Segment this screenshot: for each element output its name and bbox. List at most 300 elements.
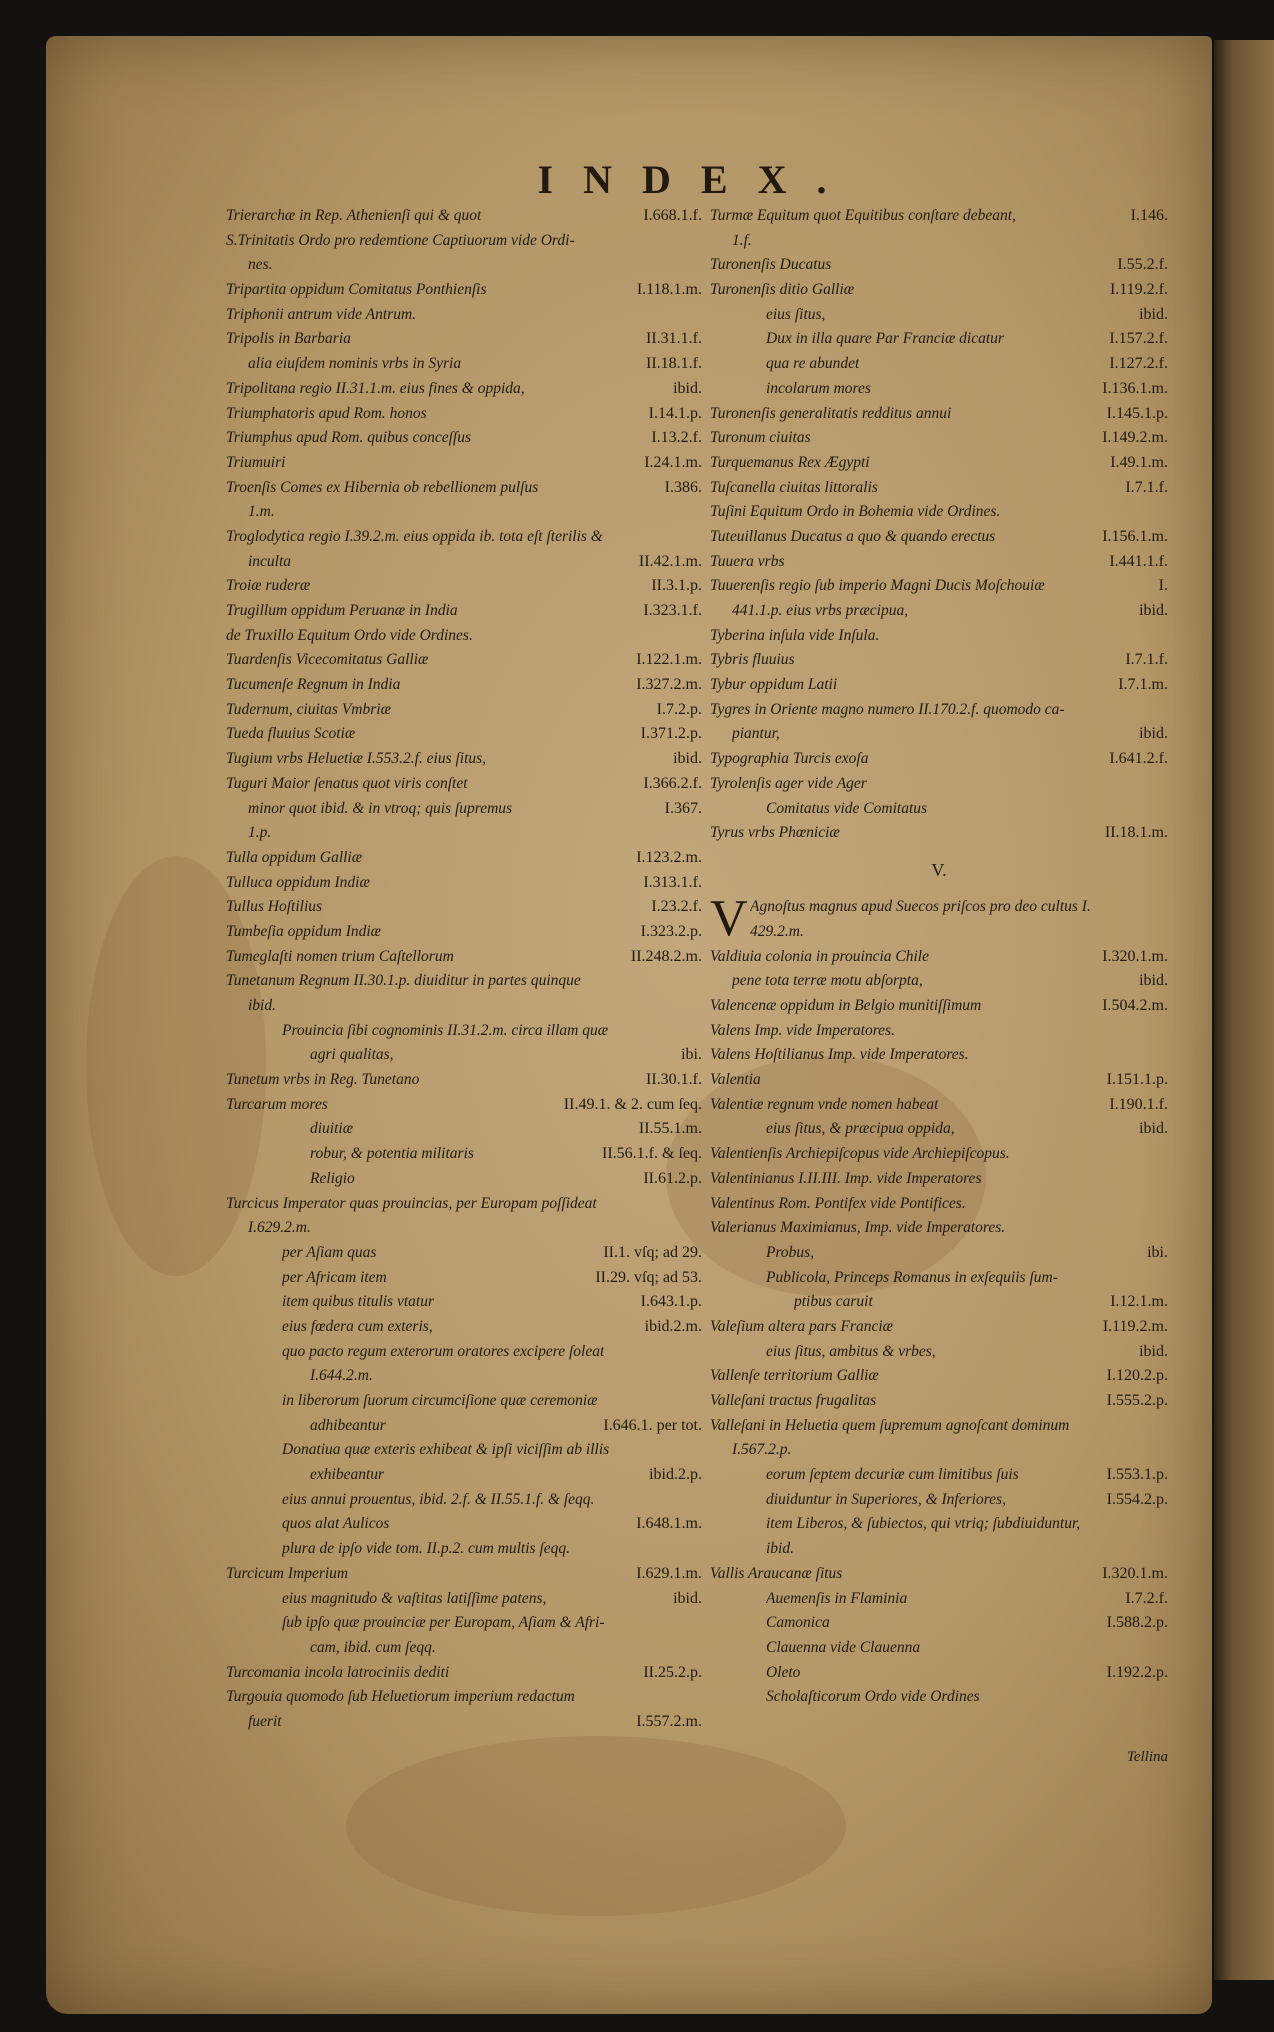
index-entry: [226, 352, 702, 377]
index-entry-reference: I.55.2.f.: [1117, 256, 1168, 274]
index-entry-reference: I.366.2.f.: [643, 774, 702, 792]
index-entry-term: Turcicum Imperium: [226, 1564, 349, 1582]
index-entry-reference: I.13.2.f.: [651, 429, 702, 447]
index-entry: [226, 797, 702, 822]
index-entry-reference: ibid.: [1139, 725, 1168, 743]
index-entry: [226, 673, 702, 698]
index-entry: [226, 1389, 702, 1414]
index-entry: [226, 648, 702, 673]
index-entry-reference: II.61.2.p.: [643, 1169, 702, 1187]
index-entry-term: alia eiuſdem nominis vrbs in Syria: [248, 355, 462, 373]
index-entry-reference: I.327.2.m.: [636, 676, 702, 694]
index-entry: [710, 1611, 1168, 1636]
index-entry: [710, 1290, 1168, 1315]
index-entry: [710, 303, 1168, 328]
index-entry-reference: ibi.: [1147, 1243, 1168, 1261]
index-entry: [226, 1438, 702, 1463]
index-entry-term: adhibeantur: [310, 1416, 386, 1434]
index-entry-term: Triumphatoris apud Rom. honos: [226, 404, 427, 422]
index-entry: [226, 451, 702, 476]
dropcap-entry-text: [750, 895, 1168, 944]
index-entry: [710, 1068, 1168, 1093]
index-entry-term: eius ſitus,: [766, 305, 826, 323]
index-entry: [226, 1290, 702, 1315]
index-entry-reference: I.668.1.f.: [643, 207, 702, 224]
index-entry: [226, 994, 702, 1019]
index-entry: [710, 402, 1168, 427]
right-column: [710, 204, 1168, 1764]
index-entry-term: Donatiua quæ exteris exhibeat & ipſi viciſſim ab illis: [282, 1441, 610, 1459]
index-entry: [710, 278, 1168, 303]
index-entry-term: nes.: [248, 256, 273, 274]
index-entry-reference: I.313.1.f.: [643, 873, 702, 891]
index-entry-reference: I.151.1.p.: [1106, 1071, 1168, 1089]
index-entry-reference: II.18.1.m.: [1104, 824, 1168, 842]
index-entry: [226, 204, 702, 229]
index-entry-term: incolarum mores: [766, 379, 871, 397]
index-entry: [226, 550, 702, 575]
index-entry-reference: I.7.1.f.: [1125, 651, 1168, 669]
index-entry-term: cam, ibid. cum ſeqq.: [310, 1638, 436, 1656]
index-entry: [226, 1315, 702, 1340]
index-entry-term: I.629.2.m.: [248, 1219, 311, 1237]
index-entry-reference: I.371.2.p.: [640, 725, 702, 743]
index-entry-term: Tybur oppidum Latii: [710, 676, 838, 694]
index-entry-reference: I.118.1.m.: [636, 281, 702, 299]
index-entry: [226, 1685, 702, 1710]
dropcap-letter: V: [710, 890, 748, 948]
index-entry: [710, 1019, 1168, 1044]
index-entry-reference: I.146.: [1130, 207, 1168, 224]
index-entry: [226, 574, 702, 599]
index-entry-term: Vallis Araucanæ ſitus: [710, 1564, 843, 1582]
index-entry-term: eius fœdera cum exteris,: [282, 1317, 433, 1335]
index-entry-term: Triumphus apud Rom. quibus conceſſus: [226, 429, 471, 447]
left-column: [226, 204, 702, 1764]
index-entry: [226, 846, 702, 871]
index-entry-reference: ibi.: [681, 1046, 702, 1064]
index-entry-term: Scholaſticorum Ordo vide Ordines: [766, 1688, 980, 1706]
index-entry-term: Trierarchæ in Rep. Athenienſi qui & quot: [226, 207, 482, 224]
index-entry: [226, 1636, 702, 1661]
adjacent-page-edge: [1214, 40, 1274, 1980]
index-entry-term: Turcarum mores: [226, 1095, 328, 1113]
index-entry-term: Tyrus vrbs Phœniciæ: [710, 824, 840, 842]
index-entry-term: item quibus titulis vtatur: [282, 1293, 434, 1311]
index-entry-term: Troiæ ruderæ: [226, 577, 311, 595]
index-entry-term: Valdiuia colonia in prouincia Chile: [710, 947, 929, 965]
index-entry-reference: ibid.: [673, 750, 702, 768]
index-entry-reference: II.31.1.f.: [646, 330, 702, 348]
index-entry: [226, 1710, 702, 1735]
index-entry: [710, 1512, 1168, 1537]
index-entry-reference: I.149.2.m.: [1102, 429, 1168, 447]
index-entry-reference: ibid.: [673, 379, 702, 397]
index-entry: [710, 426, 1168, 451]
index-entry-reference: II.18.1.f.: [646, 355, 702, 373]
index-entry: [226, 871, 702, 896]
index-entry-term: Vallenſe territorium Galliæ: [710, 1367, 879, 1385]
index-entry-reference: I.386.: [664, 478, 702, 496]
index-entry-reference: I.588.2.p.: [1106, 1614, 1168, 1632]
index-entry: [710, 377, 1168, 402]
index-entry-term: Publicola, Princeps Romanus in exſequiis ſum-: [766, 1268, 1058, 1286]
index-entry-term: Valerianus Maximianus, Imp. vide Imperatores.: [710, 1219, 1006, 1237]
index-entry: [226, 698, 702, 723]
index-entry-term: Tuſini Equitum Ordo in Bohemia vide Ordines.: [710, 503, 1001, 521]
index-entry-reference: I.323.1.f.: [643, 602, 702, 619]
index-entry: [710, 969, 1168, 994]
index-entry: [226, 253, 702, 278]
index-entry: [226, 624, 702, 649]
index-entry-term: robur, & potentia militaris: [310, 1145, 474, 1163]
index-entry: [710, 673, 1168, 698]
index-entry-term: Camonica: [766, 1614, 830, 1632]
index-entry-term: Turcicus Imperator quas prouincias, per Europam poſſideat: [226, 1194, 597, 1212]
index-entry: [226, 525, 702, 550]
index-entry-term: Tudernum, ciuitas Vmbriæ: [226, 700, 391, 718]
index-entry-term: eius annui prouentus, ibid. 2.f. & II.55.1.f. & ſeqq.: [282, 1490, 595, 1508]
index-entry-reference: I.156.1.m.: [1102, 527, 1168, 545]
index-entry: [710, 624, 1168, 649]
index-entry-term: plura de ipſo vide tom. II.p.2. cum multis ſeqq.: [282, 1540, 570, 1558]
index-entry-reference: ibid.2.m.: [644, 1317, 702, 1335]
index-entry-reference: ibid.: [1139, 305, 1168, 323]
index-entry-term: agri qualitas,: [310, 1046, 394, 1064]
section-heading-v: V.: [931, 859, 947, 880]
index-entry-term: 1.p.: [248, 824, 272, 842]
index-entry-reference: II.56.1.f. & ſeq.: [602, 1145, 702, 1163]
index-entry: [226, 1117, 702, 1142]
index-entry-reference: I.441.1.f.: [1109, 552, 1168, 570]
index-entry-reference: I.14.1.p.: [648, 404, 702, 422]
index-entry-term: exhibeantur: [310, 1466, 385, 1484]
index-entry-term: Comitatus vide Comitatus: [766, 799, 928, 817]
index-entry: [226, 821, 702, 846]
index-entry-term: Tulla oppidum Galliæ: [226, 848, 363, 866]
index-entry: [710, 747, 1168, 772]
index-entry-term: Valentiæ regnum vnde nomen habeat: [710, 1095, 939, 1113]
index-entry-term: Troenſis Comes ex Hibernia ob rebellionem pulſus: [226, 478, 539, 496]
index-entry-term: Auemenſis in Flaminia: [766, 1589, 908, 1607]
index-entry: [226, 1364, 702, 1389]
index-entry-reference: ibid.2.p.: [649, 1466, 702, 1484]
index-entry-reference: I.157.2.f.: [1109, 330, 1168, 348]
index-entry: [226, 1463, 702, 1488]
index-entry: [710, 722, 1168, 747]
index-entry-term: eorum ſeptem decuriæ cum limitibus ſuis: [766, 1466, 1019, 1484]
index-entry: [710, 253, 1168, 278]
index-entry-term: diuiduntur in Superiores, & Inferiores,: [766, 1490, 1006, 1508]
index-entry-term: per Africam item: [282, 1268, 387, 1286]
index-entry: [710, 772, 1168, 797]
index-entry-reference: I.: [1158, 577, 1168, 595]
index-entry-term: Turonum ciuitas: [710, 429, 811, 447]
index-entry-term: Turmæ Equitum quot Equitibus conſtare debeant,: [710, 207, 1016, 224]
index-entry-term: Tuardenſis Vicecomitatus Galliæ: [226, 651, 429, 669]
index-entry-term: Religio: [310, 1169, 355, 1187]
index-entry-term: Tugium vrbs Heluetiæ I.553.2.f. eius ſitus,: [226, 750, 487, 768]
index-entry-reference: I.504.2.m.: [1102, 997, 1168, 1015]
right-column-top-entries: [710, 204, 1168, 846]
index-entry: [710, 1117, 1168, 1142]
index-entry-term: Tripolitana regio II.31.1.m. eius fines & oppida,: [226, 379, 525, 397]
index-entry: [226, 772, 702, 797]
index-entry-term: ibid.: [766, 1540, 794, 1558]
index-entry: [710, 994, 1168, 1019]
index-entry: [710, 1414, 1168, 1439]
index-entry: [710, 1537, 1168, 1562]
index-entry: [710, 945, 1168, 970]
index-entry: [710, 451, 1168, 476]
index-entry: [226, 945, 702, 970]
index-entry-term: Probus,: [766, 1243, 815, 1261]
index-entry-term: Tullus Hoſtilius: [226, 898, 323, 916]
index-entry-reference: I.119.2.m.: [1102, 1317, 1168, 1335]
index-entry-reference: I.192.2.p.: [1106, 1663, 1168, 1681]
index-entry-term: 441.1.p. eius vrbs præcipua,: [732, 602, 909, 619]
index-entry-term: qua re abundet: [766, 355, 860, 373]
index-entry: [226, 895, 702, 920]
index-entry-reference: I.145.1.p.: [1106, 404, 1168, 422]
index-entry: [710, 1438, 1168, 1463]
index-entry: [710, 1562, 1168, 1587]
index-entry-term: Tuuera vrbs: [710, 552, 785, 570]
index-entry: [710, 1142, 1168, 1167]
index-entry-reference: I.641.2.f.: [1109, 750, 1168, 768]
index-entry: [710, 229, 1168, 254]
index-entry: [226, 1661, 702, 1686]
index-entry: [226, 920, 702, 945]
index-entry: [226, 327, 702, 352]
index-entry: [226, 1192, 702, 1217]
index-entry-reference: I.648.1.m.: [636, 1515, 702, 1533]
index-entry-term: Oleto: [766, 1663, 801, 1681]
index-entry-term: Tripolis in Barbaria: [226, 330, 351, 348]
index-entry: [226, 1587, 702, 1612]
index-entry-reference: I.123.2.m.: [636, 848, 702, 866]
dropcap-entry-line-2: 429.2.m.: [750, 922, 804, 940]
index-entry: [710, 327, 1168, 352]
index-entry-reference: I.554.2.p.: [1106, 1490, 1168, 1508]
index-entry: [226, 377, 702, 402]
index-entry-term: ibid.: [248, 997, 276, 1014]
index-entry-term: ſub ipſo quæ prouinciæ per Europam, Aſiam & Afri-: [282, 1614, 605, 1632]
index-entry-term: Tumbeſia oppidum Indiæ: [226, 922, 382, 940]
page-title: INDEX.: [537, 157, 857, 202]
index-entry-term: Triphonii antrum vide Antrum.: [226, 305, 417, 323]
index-entry-term: Tueda fluuius Scotiæ: [226, 725, 356, 743]
index-entry: [710, 1364, 1168, 1389]
index-entry-term: Valencenæ oppidum in Belgio munitiſſimum: [710, 997, 982, 1015]
index-entry-term: Tuuerenſis regio ſub imperio Magni Ducis Moſchouiæ: [710, 577, 1045, 595]
index-entry: [226, 229, 702, 254]
index-entry-reference: I.646.1. per tot.: [603, 1416, 702, 1434]
index-entry-term: Typographia Turcis exoſa: [710, 750, 869, 768]
index-entry: [226, 1512, 702, 1537]
index-entry: [226, 1142, 702, 1167]
index-entry: [710, 1043, 1168, 1068]
index-entry-term: Tumeglaſti nomen trium Caſtellorum: [226, 947, 454, 965]
index-entry-reference: I.557.2.m.: [636, 1712, 702, 1730]
dropcap-entry-line-1: Agnoſtus magnus apud Suecos priſcos pro deo cultus I.: [750, 898, 1091, 916]
index-entry-reference: I.12.1.m.: [1110, 1293, 1168, 1311]
page-text-area: [226, 158, 1168, 1768]
index-entry-reference: I.555.2.p.: [1106, 1392, 1168, 1410]
index-entry: [710, 1685, 1168, 1710]
index-entry-term: Tuguri Maior ſenatus quot viris conſtet: [226, 774, 468, 792]
index-entry-term: Dux in illa quare Par Franciæ dicatur: [766, 330, 1004, 348]
index-entry: [710, 1463, 1168, 1488]
index-entry: [710, 352, 1168, 377]
index-entry-term: Turcomania incola latrociniis dediti: [226, 1663, 450, 1681]
index-entry-reference: I.320.1.m.: [1102, 1564, 1168, 1582]
index-entry-term: inculta: [248, 552, 292, 570]
index-entry-reference: I.122.1.m.: [636, 651, 702, 669]
index-entry: [710, 599, 1168, 624]
index-entry-term: Tunetum vrbs in Reg. Tunetano: [226, 1071, 420, 1089]
index-entry-term: Troglodytica regio I.39.2.m. eius oppida ib. tota eſt ſterilis &: [226, 527, 603, 545]
index-entry: [710, 500, 1168, 525]
index-entry-reference: ibid.: [1139, 1120, 1168, 1138]
index-entry: [226, 1562, 702, 1587]
index-entry-term: Tygres in Oriente magno numero II.170.2.f. quomodo ca-: [710, 700, 1065, 718]
index-entry-term: Tripartita oppidum Comitatus Ponthienſis: [226, 281, 487, 299]
index-entry: [710, 648, 1168, 673]
index-entry-reference: II.1. vſq; ad 29.: [603, 1243, 702, 1261]
index-entry-term: item Liberos, & ſubiectos, qui vtriq; ſubdiuiduntur,: [766, 1515, 1081, 1533]
index-entry: [226, 969, 702, 994]
index-entry: [226, 599, 702, 624]
index-entry-term: Tuſcanella ciuitas littoralis: [710, 478, 878, 496]
index-entry-reference: ibid.: [1139, 1342, 1168, 1360]
index-entry: [226, 1019, 702, 1044]
index-entry-term: Tybris fluuius: [710, 651, 795, 669]
index-entry: [710, 550, 1168, 575]
index-entry-reference: I.367.: [664, 799, 702, 817]
index-entry-term: quos alat Aulicos: [282, 1515, 390, 1533]
index-entry: [710, 797, 1168, 822]
index-entry-term: pene tota terræ motu abſorpta,: [732, 972, 923, 990]
index-entry-reference: I.119.2.f.: [1109, 281, 1168, 299]
index-entry-reference: I.629.1.m.: [636, 1564, 702, 1582]
index-entry-term: per Aſiam quas: [282, 1243, 377, 1261]
index-entry-reference: II.29. vſq; ad 53.: [595, 1268, 702, 1286]
index-entry: [226, 303, 702, 328]
index-entry-reference: I.7.2.f.: [1125, 1589, 1168, 1607]
index-entry: [226, 1043, 702, 1068]
index-entry-reference: I.120.2.p.: [1106, 1367, 1168, 1385]
index-entry: [226, 1216, 702, 1241]
index-entry: [226, 426, 702, 451]
catchword: Tellina: [1126, 1749, 1168, 1765]
index-entry: [710, 1340, 1168, 1365]
index-entry-reference: I.643.1.p.: [640, 1293, 702, 1311]
index-entry-term: Valens Hoſtilianus Imp. vide Imperatores.: [710, 1046, 969, 1064]
index-entry-reference: II.42.1.m.: [638, 552, 702, 570]
index-entry-reference: I.7.1.m.: [1118, 676, 1168, 694]
index-entry-reference: II.248.2.m.: [630, 947, 702, 965]
index-entry-term: Valleſani in Heluetia quem ſupremum agnoſcant dominum: [710, 1416, 1070, 1434]
index-entry: [710, 476, 1168, 501]
index-entry-reference: I.320.1.m.: [1102, 947, 1168, 965]
index-entry: [226, 278, 702, 303]
index-entry: [710, 1192, 1168, 1217]
index-entry-term: Valentinianus I.II.III. Imp. vide Imperatores: [710, 1169, 982, 1187]
index-entry-term: S.Trinitatis Ordo pro redemtione Captiuorum vide Ordi-: [226, 231, 575, 249]
index-entry: [226, 500, 702, 525]
index-entry: [226, 1241, 702, 1266]
index-entry-term: minor quot ibid. & in vtroq; quis ſupremus: [248, 799, 513, 817]
index-entry-term: Tulluca oppidum Indiæ: [226, 873, 370, 891]
index-entry: [710, 1093, 1168, 1118]
index-entry-term: piantur,: [732, 725, 780, 743]
index-entry-reference: I.190.1.f.: [1109, 1095, 1168, 1113]
index-entry-reference: I.24.1.m.: [644, 453, 702, 471]
index-entry: [710, 821, 1168, 846]
index-entry: [226, 1266, 702, 1291]
index-entry-term: 1.f.: [732, 231, 752, 249]
index-entry-term: in liberorum ſuorum circumciſione quæ ceremoniæ: [282, 1392, 598, 1409]
index-entry-reference: II.49.1. & 2. cum ſeq.: [563, 1095, 702, 1113]
index-entry-term: Valeſium altera pars Franciæ: [710, 1317, 893, 1335]
index-entry: [710, 1266, 1168, 1291]
index-entry-term: de Truxillo Equitum Ordo vide Ordines.: [226, 626, 473, 644]
index-entry-term: Prouincia ſibi cognominis II.31.2.m. circa illam quæ: [282, 1021, 609, 1039]
index-entry: [226, 722, 702, 747]
index-entry-term: Clauenna vide Clauenna: [766, 1638, 921, 1656]
index-entry-reference: I.553.1.p.: [1106, 1466, 1168, 1484]
index-entry-term: Turquemanus Rex Ægypti: [710, 453, 870, 471]
index-entry-term: ptibus caruit: [794, 1293, 873, 1311]
index-entry-term: eius ſitus, & præcipua oppida,: [766, 1120, 955, 1138]
index-entry-term: 1.m.: [248, 503, 275, 521]
index-entry: [710, 1241, 1168, 1266]
index-entry-reference: I.49.1.m.: [1110, 453, 1168, 471]
index-entry-term: Tyberina inſula vide Inſula.: [710, 626, 880, 644]
index-entry: [226, 1414, 702, 1439]
index-entry-reference: II.25.2.p.: [643, 1663, 702, 1681]
index-entry-term: Valentienſis Archiepiſcopus vide Archiepiſcopus.: [710, 1145, 1010, 1163]
index-entry-reference: ibid.: [673, 1589, 702, 1607]
index-entry: [226, 1611, 702, 1636]
index-entry: [710, 1587, 1168, 1612]
index-entry-reference: I.7.1.f.: [1125, 478, 1168, 496]
index-entry-term: quo pacto regum exterorum oratores excipere ſoleat: [282, 1342, 605, 1360]
index-entry-term: Turonenſis generalitatis redditus annui: [710, 404, 952, 422]
index-entry-term: eius ſitus, ambitus & vrbes,: [766, 1342, 936, 1360]
index-entry: [226, 1537, 702, 1562]
index-entry-term: Tucumenſe Regnum in India: [226, 676, 401, 694]
index-entry-reference: I.136.1.m.: [1102, 379, 1168, 397]
index-entry-term: Turonenſis ditio Galliæ: [710, 281, 855, 299]
index-entry: [226, 1167, 702, 1192]
index-entry-reference: II.55.1.m.: [638, 1120, 702, 1138]
index-entry-reference: ibid.: [1139, 602, 1168, 619]
index-entry-term: Valens Imp. vide Imperatores.: [710, 1021, 895, 1039]
index-entry-term: Valleſani tractus frugalitas: [710, 1392, 877, 1410]
index-entry: [710, 1488, 1168, 1513]
index-entry: [226, 476, 702, 501]
section-v-opening: [710, 890, 1168, 948]
index-entry: [710, 1661, 1168, 1686]
index-entry: [226, 1488, 702, 1513]
index-entry-term: Turonenſis Ducatus: [710, 256, 832, 274]
index-entry: [710, 574, 1168, 599]
index-entry-reference: I.323.2.p.: [640, 922, 702, 940]
index-entry-term: Tyrolenſis ager vide Ager: [710, 774, 867, 792]
index-entry-term: Trugillum oppidum Peruanæ in India: [226, 602, 458, 619]
